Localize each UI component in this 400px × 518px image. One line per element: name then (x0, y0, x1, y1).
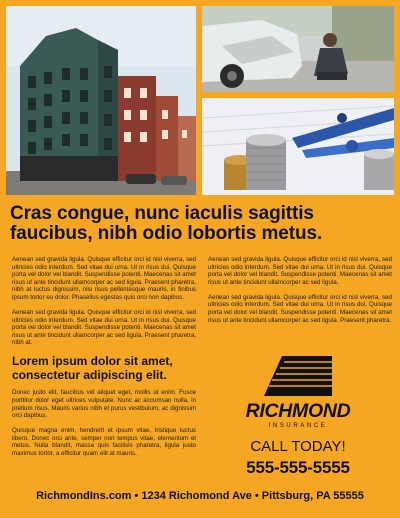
footer-address: RichmondIns.com • 1234 Richomond Ave • Pittsburg, PA 55555 (36, 490, 364, 502)
brand-block (236, 356, 360, 484)
body-paragraph: Aenean sed gravida ligula. Quisque efficitur orci id nisl viverra, sed ultricies odio interdum. Sed vitae dui urna. Ut in risus dui. Quisque porta vel dolor vel blandit. Suspendisse potenti. Maecenas sit amet risus ut ante tincidunt ullamcorper ac sed ligula. Praesent pharetra. (208, 293, 392, 324)
call-to-action: CALL TODAY! (250, 438, 346, 455)
coins-pens-photo (202, 98, 394, 195)
right-column (208, 256, 392, 332)
phone-number: 555-555-5555 (246, 458, 350, 477)
brand-tagline: INSURANCE (268, 423, 328, 429)
building-photo (6, 6, 196, 195)
left-column (12, 256, 196, 465)
subheading: Lorem ipsum dolor sit amet, consectetur adipiscing elit. (12, 354, 173, 383)
body-paragraph: Aenean sed gravida ligula. Quisque efficitur orci id nisl viverra, sed ultricies odio interdum. Sed vitae dui urna. Ut in risus dui. Quisque porta vel dolor vel blandit. Suspendisse potenti. Maecenas sit amet risus ut ante tincidunt ullamcorper ac sed ligula. Praesent pharetra, nibh at. (12, 308, 196, 347)
richmond-logo-icon (264, 356, 332, 396)
body-paragraph: Quisque magna enim, hendrerit et ipsum vitae, tristique luctus libero. Donec orci ante, semper non tempus vitae, elementum et metus. Nulla blandit, massa quis facilisis pharetra, ligula justo maximus tortor, a efficitur quam elit at mauris. (12, 427, 196, 457)
body-paragraph: Donec justo elit, faucibus vel aliquet eget, mollis ut enim. Fusce porttitor dolor eget ultrices vulputate. Nunc ac accumsan nulla, in pretium risus. Mauris varius nibh et purus vestibulum, ac dignissim orci dapibus. (12, 389, 196, 420)
headline: Cras congue, nunc iaculis sagittis faucibus, nibh odio lobortis metus. (10, 203, 323, 244)
car-accident-photo (202, 6, 394, 92)
brand-name: RICHMOND (245, 400, 351, 422)
body-paragraph: Aenean sed gravida ligula. Quisque efficitur orci id nisl viverra, sed ultricies odio interdum. Sed vitae dui urna. Ut in risus dui. Quisque porta vel dolor vel blandit. Suspendisse potenti. Maecenas sit amet risus ut ante tincidunt ullamcorper ac sed ligula. (208, 256, 392, 286)
body-paragraph: Aenean sed gravida ligula. Quisque efficitur orci id nisl viverra, sed ultricies odio interdum. Sed vitae dui urna. Ut in risus dui. Quisque porta vel dolor vel blandit. Suspendisse potenti. Maecenas sit amet risus ut ante tincidunt ullamcorper ac sed ligula. Praesent pharetra, nibh at luctus dignissim, nisi risus pellentesque mauris, in finibus ipsum tortor eu dolor. Phasellus egestas quis orci non dapibus. (12, 256, 196, 301)
